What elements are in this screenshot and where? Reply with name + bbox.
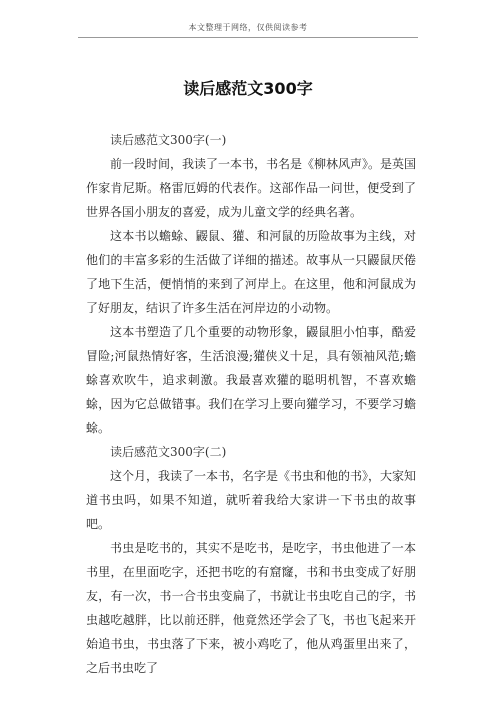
paragraph: 前一段时间，我读了一本书，书名是《柳林风声》。是英国作家肯尼斯。格雷厄姆的代表作。这部作品一问世，便受到了世界各国小朋友的喜爱，成为儿童文学的经典名著。 xyxy=(86,157,417,219)
section-heading-2: 读后感范文300字(二) xyxy=(110,445,227,459)
section-heading-1: 读后感范文300字(一) xyxy=(110,133,227,147)
paragraph: 这本书以蟾蜍、鼹鼠、獾、和河鼠的历险故事为主线，对他们的丰富多彩的生活做了详细的描述。故事从一只鼹鼠厌倦了地下生活，便悄悄的来到了河岸上。在这里，他和河鼠成为了好朋友，结识了许多生活在河岸边的小动物。 xyxy=(86,229,416,315)
paragraph: 这个月，我读了一本书，名字是《书虫和他的书》，大家知道书虫吗，如果不知道，就听着我给大家讲一下书虫的故事吧。 xyxy=(86,469,417,531)
header-note: 本文整理于网络，仅供阅读参考 xyxy=(188,23,308,32)
header-divider xyxy=(78,37,418,38)
document-body xyxy=(86,128,416,680)
paragraph: 这本书塑造了几个重要的动物形象，鼹鼠胆小怕事，酷爱冒险;河鼠热情好客，生活浪漫;獾侠义十足，具有领袖风范;蟾蜍喜欢吹牛，追求刺激。我最喜欢獾的聪明机智，不喜欢蟾蜍，因为它总做错事。我们在学习上要向獾学习，不要学习蟾蜍。 xyxy=(86,325,416,435)
document-title: 读后感范文300字 xyxy=(183,79,313,98)
paragraph: 书虫是吃书的，其实不是吃书，是吃字，书虫他进了一本书里，在里面吃字，还把书吃的有窟窿，书和书虫变成了好朋友，有一次，书一合书虫变扁了，书就让书虫吃自己的字，书虫越吃越胖，比以前还胖，他竟然还学会了飞，书也飞起来开始追书虫，书虫落了下来，被小鸡吃了，他从鸡蛋里出来了，之后书虫吃了 xyxy=(86,541,416,675)
